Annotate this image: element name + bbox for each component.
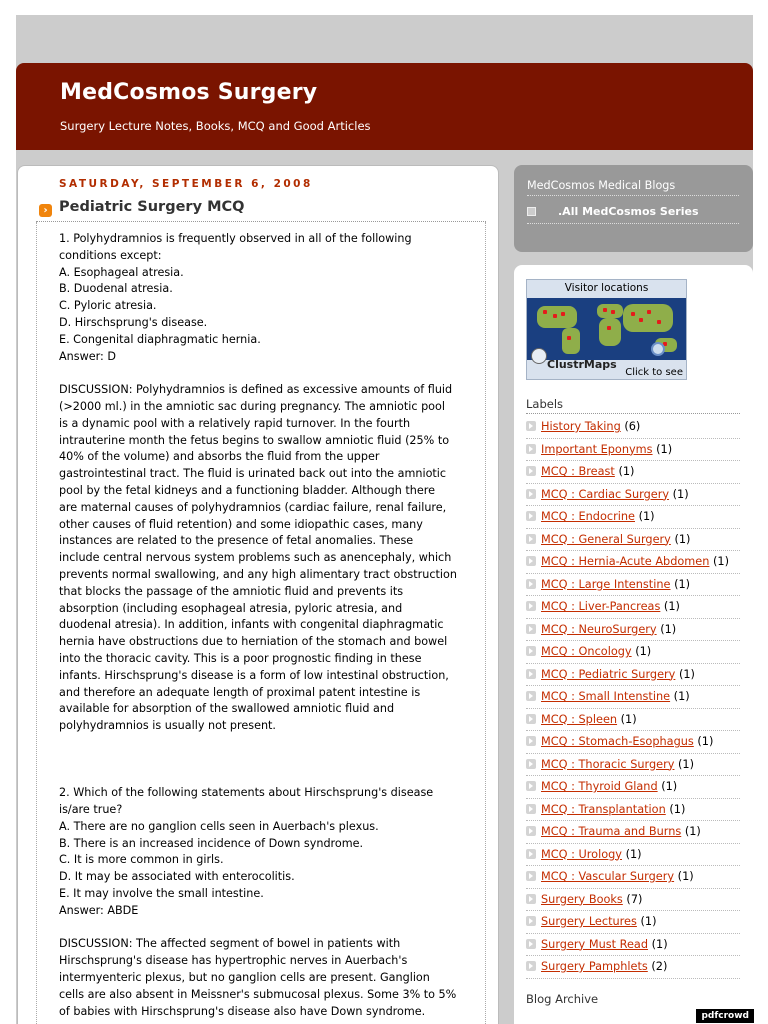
arrow-bullet-icon (526, 556, 536, 566)
post-text-line: hernia have obstructions due to herniation of the stomach and bowel (59, 635, 448, 649)
label-item (526, 731, 740, 754)
label-item (526, 484, 740, 507)
arrow-bullet-icon (526, 624, 536, 634)
label-item (526, 956, 740, 979)
arrow-bullet-icon (526, 601, 536, 611)
post-text-line: that blocks the passage of the amniotic fluid and prevents its (59, 584, 404, 598)
label-count: (1) (635, 510, 655, 523)
arrow-bullet-icon (526, 646, 536, 656)
arrow-bullet-icon (526, 939, 536, 949)
visitor-dot (631, 312, 635, 316)
label-link[interactable]: MCQ : General Surgery (541, 532, 671, 546)
label-count: (1) (617, 712, 637, 726)
post-text-line: E. Congenital diaphragmatic hernia. (59, 332, 261, 346)
label-count: (1) (670, 690, 690, 703)
blog-header (16, 63, 753, 150)
label-count: (1) (636, 915, 657, 928)
post-text-line: intermyenteric plexus, but no ganglion cells are present. Ganglion (59, 971, 430, 985)
label-item (526, 664, 740, 687)
post-text-line: 1. Polyhydramnios is frequently observed in all of the following (59, 232, 412, 245)
medcosmos-series-link[interactable] (527, 205, 699, 218)
arrow-bullet-icon (526, 444, 536, 454)
sidebar (514, 265, 753, 1024)
arrow-bullet-icon (526, 714, 536, 724)
post-text-line: A. There are no ganglion cells seen in Auerbach's plexus. (59, 819, 379, 833)
post-text-line: DISCUSSION: The affected segment of bowel in patients with (59, 937, 401, 951)
label-link[interactable]: MCQ : Cardiac Surgery (541, 487, 670, 501)
label-item (526, 574, 740, 597)
south-america-land (562, 328, 580, 354)
africa-land (599, 318, 621, 346)
label-link[interactable]: MCQ : Oncology (541, 645, 632, 658)
label-item (526, 799, 740, 822)
post-text-line: include central nervous system problems such as anencephaly, which (59, 551, 452, 565)
label-link[interactable]: MCQ : Endocrine (541, 510, 635, 523)
post-text-line (59, 769, 489, 786)
label-link[interactable]: MCQ : Large Intenstine (541, 577, 671, 591)
label-item (526, 934, 740, 957)
label-item (526, 686, 740, 709)
label-link[interactable]: Surgery Must Read (541, 937, 649, 951)
post-text-line: 40% of the volume) and absorbs the fluid from the upper (59, 450, 380, 464)
label-item (526, 821, 740, 844)
post-text-line: Answer: D (59, 349, 116, 363)
label-item (526, 416, 740, 439)
post-text-line: instances are related to the presence of fetal anomalies. These (59, 534, 414, 548)
label-count: (1) (674, 870, 694, 883)
label-item (526, 641, 740, 664)
label-link[interactable]: MCQ : Urology (541, 847, 622, 861)
label-count: (1) (648, 937, 668, 951)
label-count: (1) (670, 577, 691, 591)
label-link[interactable]: Surgery Lectures (541, 915, 637, 928)
image-icon (527, 207, 536, 216)
clustrmaps-widget[interactable] (526, 279, 687, 380)
post-text-line (59, 365, 489, 382)
label-link[interactable]: MCQ : Thyroid Gland (541, 780, 658, 793)
post-text-line: A. Esophageal atresia. (59, 265, 184, 279)
post-text-line: pool by the fetal kidneys and a functioning bladder. Although there (59, 483, 435, 497)
visitor-dot (567, 336, 571, 340)
blog-archive-heading: Blog Archive (526, 992, 599, 1006)
visitor-dot (647, 310, 651, 314)
map-title: Visitor locations (564, 282, 649, 294)
label-item (526, 709, 740, 732)
label-item (526, 619, 740, 642)
label-link[interactable]: History Taking (541, 420, 621, 433)
post-text-line: conditions except: (59, 248, 162, 262)
arrow-bullet-icon (526, 691, 536, 701)
label-count: (1) (675, 667, 695, 681)
label-link[interactable]: Surgery Books (541, 892, 623, 906)
arrow-bullet-icon (526, 871, 536, 881)
label-item (526, 506, 740, 529)
arrow-bullet-icon (526, 511, 536, 521)
post-text-line (59, 920, 489, 937)
main-column (17, 165, 499, 1024)
post-text-line: prevents normal swallowing, and any high alimentary tract obstruction (59, 567, 457, 581)
label-link[interactable]: MCQ : NeuroSurgery (541, 622, 657, 636)
arrow-bullet-icon (526, 804, 536, 814)
post-text-line: (>2000 ml.) in the amniotic sac during pregnancy. The amniotic pool (59, 399, 445, 413)
visitor-dot (543, 310, 547, 314)
label-item (526, 889, 740, 912)
label-item (526, 439, 740, 462)
post-text-line: intrauterine month the fetus begins to swallow amniotic fluid (25% to (59, 433, 450, 447)
post-text-line: C. Pyloric atresia. (59, 299, 157, 313)
label-link[interactable]: MCQ : Small Intenstine (541, 690, 671, 703)
post-text-line: 2. Which of the following statements about Hirschsprung's disease (59, 786, 434, 800)
arrow-bullet-icon (526, 736, 536, 746)
post-date: SATURDAY, SEPTEMBER 6, 2008 (59, 178, 313, 190)
label-link[interactable]: MCQ : Spleen (541, 712, 618, 726)
label-link[interactable]: Important Eponyms (541, 442, 653, 456)
post-text-line (59, 735, 489, 752)
label-count: (1) (709, 555, 730, 568)
arrow-bullet-icon (526, 961, 536, 971)
label-count: (7) (622, 892, 643, 906)
clustrmaps-brand: ClustrMaps (547, 358, 617, 371)
visitor-dot (561, 312, 565, 316)
visitor-dot (657, 320, 661, 324)
label-link[interactable]: MCQ : Transplantation (541, 802, 666, 816)
label-item (526, 551, 740, 574)
medcosmos-series-label: .All MedCosmos Series (558, 205, 699, 218)
label-item (526, 529, 740, 552)
label-link[interactable]: MCQ : Breast (541, 465, 615, 478)
label-item (526, 844, 740, 867)
label-item (526, 776, 740, 799)
post-text-line: E. It may involve the small intestine. (59, 887, 264, 901)
arrow-bullet-icon (526, 421, 536, 431)
visitor-dot (639, 318, 643, 322)
post-text-line: into the thoracic cavity. This is a poor prognostic finding in these (59, 651, 422, 665)
arrow-bullet-icon (526, 894, 536, 904)
label-count: (1) (670, 532, 691, 546)
europe-land (597, 304, 623, 318)
label-count: (1) (631, 645, 652, 658)
blog-title[interactable]: MedCosmos Surgery (60, 80, 318, 105)
post-text-line: available for absorption of the swallowed amniotic fluid and (59, 702, 395, 716)
post-text-line: duodenal atresia). In addition, infants with congenital diaphragmatic (59, 618, 444, 632)
label-count: (1) (681, 825, 701, 838)
post-text-line: other causes of fluid retention) and some idiopathic cases, many (59, 517, 423, 531)
post-text-line: Hirschsprung's disease has hypertrophic nerves in Auerbach's (59, 954, 408, 968)
label-count: (6) (620, 420, 641, 433)
label-item (526, 866, 740, 889)
post-text-line: is/are true? (59, 803, 123, 817)
label-count: (1) (614, 465, 635, 478)
medical-blogs-heading: MedCosmos Medical Blogs (527, 179, 739, 196)
label-link[interactable]: MCQ : Pediatric Surgery (541, 667, 676, 681)
post-text-line: D. It may be associated with enterocolitis. (59, 870, 295, 884)
label-link[interactable]: Surgery Pamphlets (541, 960, 648, 973)
label-item (526, 596, 740, 619)
post-text-line: B. There is an increased incidence of Down syndrome. (59, 836, 364, 850)
label-link[interactable]: MCQ : Trauma and Burns (541, 825, 682, 838)
post-text-line: are maternal causes of polyhydramnios (cardiac failure, renal failure, (59, 500, 447, 514)
post-text-line: of babies with Hirschsprung's disease also have Down syndrome. (59, 1004, 426, 1018)
arrow-bullet-icon (526, 781, 536, 791)
pdfcrowd-watermark[interactable]: pdfcrowd (696, 1009, 754, 1023)
label-count: (1) (665, 802, 686, 816)
post-text-line: DISCUSSION: Polyhydramnios is defined as excessive amounts of fluid (59, 383, 453, 397)
post-arrow-icon: › (39, 204, 52, 217)
blog-description: Surgery Lecture Notes, Books, MCQ and Good Articles (60, 119, 371, 133)
post-text-line: D. Hirschsprung's disease. (59, 315, 208, 329)
post-text-line: infants. Hirschsprung's disease is a form of low intestinal obstruction, (59, 668, 449, 682)
arrow-bullet-icon (526, 489, 536, 499)
label-link[interactable]: MCQ : Hernia-Acute Abdomen (541, 555, 710, 568)
post-text-line (59, 752, 489, 769)
label-count: (1) (657, 780, 678, 793)
visitor-dot (611, 310, 615, 314)
post-title[interactable]: Pediatric Surgery MCQ (59, 199, 245, 215)
click-to-see-label: Click to see (625, 367, 683, 378)
post-text-line: absorption (including esophageal atresia, pyloric atresia, and (59, 601, 403, 615)
labels-heading: Labels (526, 397, 740, 414)
post-text-line: B. Duodenal atresia. (59, 282, 173, 296)
post-text-line: gastrointestinal tract. The fluid is urinated back out into the amniotic (59, 467, 447, 481)
label-link[interactable]: MCQ : Liver-Pancreas (541, 600, 661, 613)
post-text-line: and therefore an adequate length of proximal patent intestine is (59, 685, 421, 699)
label-count: (1) (622, 847, 642, 861)
medical-blogs-widget (514, 165, 753, 252)
label-link[interactable]: MCQ : Stomach-Esophagus (541, 735, 694, 748)
arrow-bullet-icon (526, 466, 536, 476)
arrow-bullet-icon (526, 579, 536, 589)
label-count: (2) (647, 960, 668, 973)
arrow-bullet-icon (526, 534, 536, 544)
visitor-dot (603, 308, 607, 312)
post-text-line: cells are also absent in Meissner's submucosal plexus. Some 3% to 5% (59, 987, 457, 1001)
divider (527, 223, 739, 224)
label-item (526, 754, 740, 777)
post-text-line: is a dynamic pool with a relatively rapid turnover. In the fourth (59, 416, 411, 430)
label-count: (1) (669, 487, 689, 501)
post-title-row (36, 198, 486, 222)
visitor-dot (607, 326, 611, 330)
post-text-line: C. It is more common in girls. (59, 853, 224, 867)
asia-land (623, 304, 673, 332)
label-count: (1) (660, 600, 680, 613)
visitor-dot (553, 314, 557, 318)
arrow-bullet-icon (526, 826, 536, 836)
label-count: (1) (656, 622, 677, 636)
label-count: (1) (693, 735, 714, 748)
arrow-bullet-icon (526, 669, 536, 679)
magnifier-icon (651, 342, 665, 356)
arrow-bullet-icon (526, 916, 536, 926)
label-item (526, 911, 740, 934)
label-item (526, 461, 740, 484)
label-count: (1) (674, 757, 695, 771)
post-text-line: polyhydramnios is usually not present. (59, 719, 276, 733)
label-link[interactable]: MCQ : Thoracic Surgery (541, 757, 675, 771)
label-link[interactable]: MCQ : Vascular Surgery (541, 870, 675, 883)
post-body (59, 231, 489, 1020)
label-count: (1) (652, 442, 673, 456)
labels-list (526, 416, 746, 979)
post-text-line: Answer: ABDE (59, 903, 139, 917)
arrow-bullet-icon (526, 849, 536, 859)
globe-icon (531, 348, 547, 364)
arrow-bullet-icon (526, 759, 536, 769)
